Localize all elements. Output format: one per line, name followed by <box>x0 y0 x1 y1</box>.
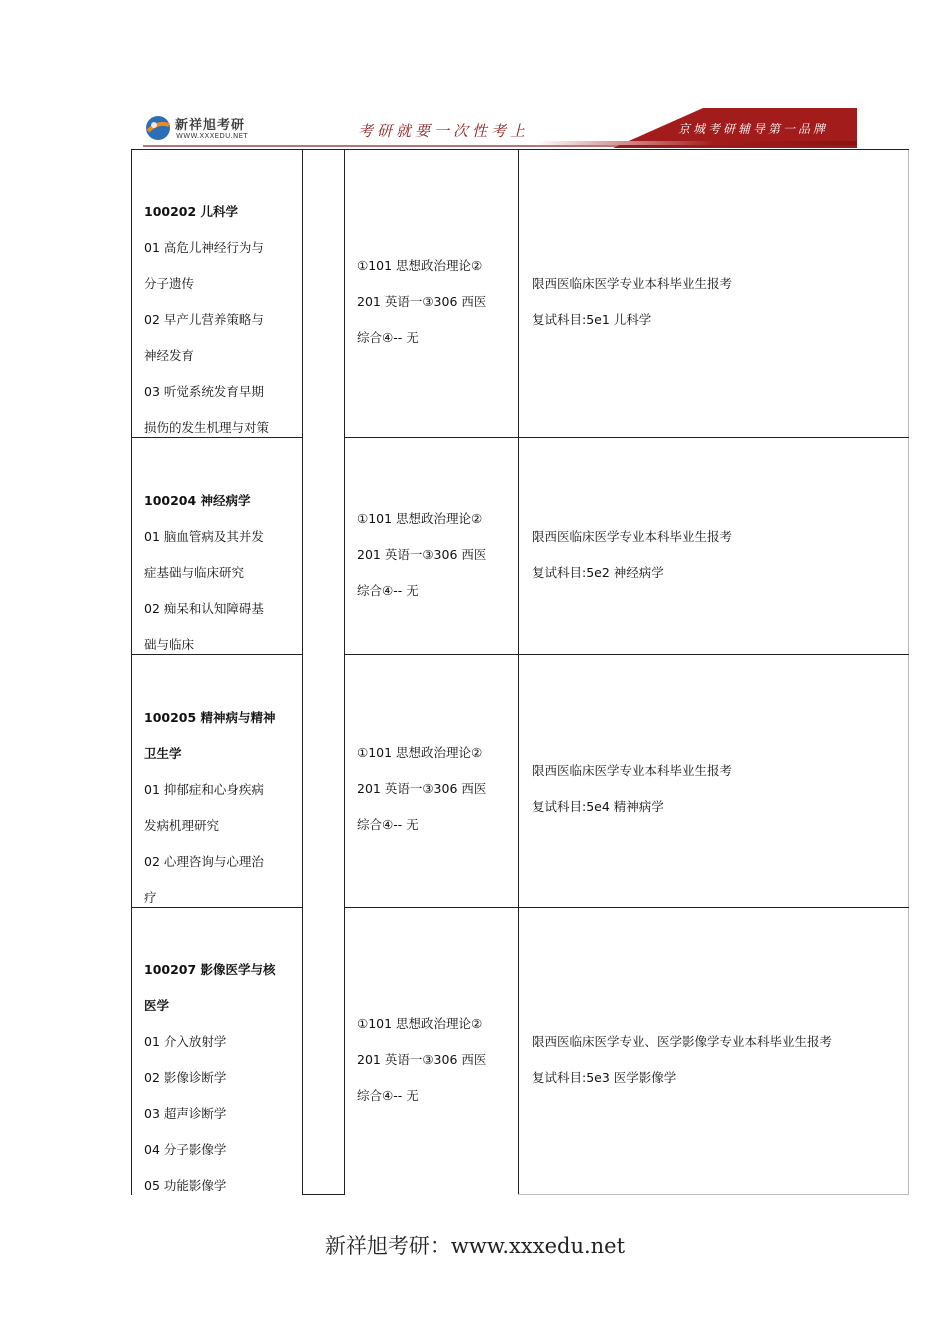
notes-cell <box>532 1024 832 1096</box>
direction-line: 01 脑血管病及其并发 <box>144 529 264 544</box>
note-line: 限西医临床医学专业本科毕业生报考 <box>532 763 733 778</box>
major-title: 100205 精神病与精神 <box>144 710 276 725</box>
note-line: 复试科目:5e2 神经病学 <box>532 565 664 580</box>
exam-line: 201 英语一③306 西医 <box>357 1052 487 1067</box>
tagline: 京城考研辅导第一品牌 <box>678 122 829 136</box>
notes-cell <box>532 266 732 338</box>
direction-line: 疗 <box>144 890 157 905</box>
exam-line: 201 英语一③306 西医 <box>357 547 487 562</box>
table-border-left <box>131 149 132 1195</box>
major-title-cont: 医学 <box>144 998 170 1013</box>
column-divider <box>344 149 345 1195</box>
exam-line: 201 英语一③306 西医 <box>357 294 487 309</box>
direction-line: 04 分子影像学 <box>144 1142 227 1157</box>
note-line: 限西医临床医学专业本科毕业生报考 <box>532 276 733 291</box>
table-border-right <box>908 149 909 1195</box>
major-cell <box>144 952 276 1204</box>
row-divider <box>344 437 909 438</box>
major-title: 100204 神经病学 <box>144 493 251 508</box>
admissions-table <box>131 149 909 1195</box>
major-cell <box>144 700 276 916</box>
notes-cell <box>532 753 732 825</box>
major-title-cont: 卫生学 <box>144 746 182 761</box>
direction-line: 03 听觉系统发育早期 <box>144 384 264 399</box>
exam-line: ①101 思想政治理论② <box>357 511 483 526</box>
footer-text: 新祥旭考研：www.xxxedu.net <box>324 1234 626 1258</box>
table-border-bottom <box>518 1194 909 1195</box>
major-cell <box>144 194 269 446</box>
direction-line: 损伤的发生机理与对策 <box>144 420 270 435</box>
exam-line: 201 英语一③306 西医 <box>357 781 487 796</box>
note-line: 复试科目:5e1 儿科学 <box>532 312 652 327</box>
logo-name: 新祥旭考研 <box>175 118 246 133</box>
direction-line: 02 痴呆和认知障碍基 <box>144 601 264 616</box>
table-border-bottom <box>302 1194 345 1195</box>
exam-line: ①101 思想政治理论② <box>357 1016 483 1031</box>
slogan: 考研就要一次性考上 <box>358 122 530 140</box>
logo <box>145 112 265 144</box>
exam-line: ①101 思想政治理论② <box>357 745 483 760</box>
direction-line: 01 抑郁症和心身疾病 <box>144 782 264 797</box>
row-divider <box>344 654 909 655</box>
exam-cell <box>357 248 486 356</box>
row-divider <box>344 907 909 908</box>
table-border-top <box>131 149 909 150</box>
exam-line: 综合④-- 无 <box>357 1088 419 1103</box>
exam-line: 综合④-- 无 <box>357 583 419 598</box>
exam-cell <box>357 1006 486 1114</box>
note-line: 限西医临床医学专业本科毕业生报考 <box>532 529 733 544</box>
direction-line: 05 功能影像学 <box>144 1178 227 1193</box>
direction-line: 02 早产儿营养策略与 <box>144 312 264 327</box>
direction-line: 分子遗传 <box>144 276 195 291</box>
major-cell <box>144 483 264 663</box>
header-banner <box>143 108 857 148</box>
major-title: 100207 影像医学与核 <box>144 962 276 977</box>
note-line: 复试科目:5e4 精神病学 <box>532 799 664 814</box>
direction-line: 01 高危儿神经行为与 <box>144 240 264 255</box>
notes-cell <box>532 519 732 591</box>
direction-line: 神经发育 <box>144 348 195 363</box>
note-line: 复试科目:5e3 医学影像学 <box>532 1070 677 1085</box>
direction-line: 发病机理研究 <box>144 818 220 833</box>
column-divider <box>302 149 303 1195</box>
exam-line: 综合④-- 无 <box>357 817 419 832</box>
exam-line: 综合④-- 无 <box>357 330 419 345</box>
logo-url: WWW.XXXEDU.NET <box>176 132 248 140</box>
exam-cell <box>357 735 486 843</box>
note-line: 限西医临床医学专业、医学影像学专业本科毕业生报考 <box>532 1034 833 1049</box>
globe-icon <box>145 115 171 141</box>
exam-line: ①101 思想政治理论② <box>357 258 483 273</box>
exam-cell <box>357 501 486 609</box>
direction-line: 02 影像诊断学 <box>144 1070 227 1085</box>
major-title: 100202 儿科学 <box>144 204 239 219</box>
direction-line: 础与临床 <box>144 637 195 652</box>
direction-line: 03 超声诊断学 <box>144 1106 227 1121</box>
direction-line: 02 心理咨询与心理治 <box>144 854 264 869</box>
column-divider <box>518 149 519 1195</box>
direction-line: 01 介入放射学 <box>144 1034 227 1049</box>
direction-line: 症基础与临床研究 <box>144 565 245 580</box>
